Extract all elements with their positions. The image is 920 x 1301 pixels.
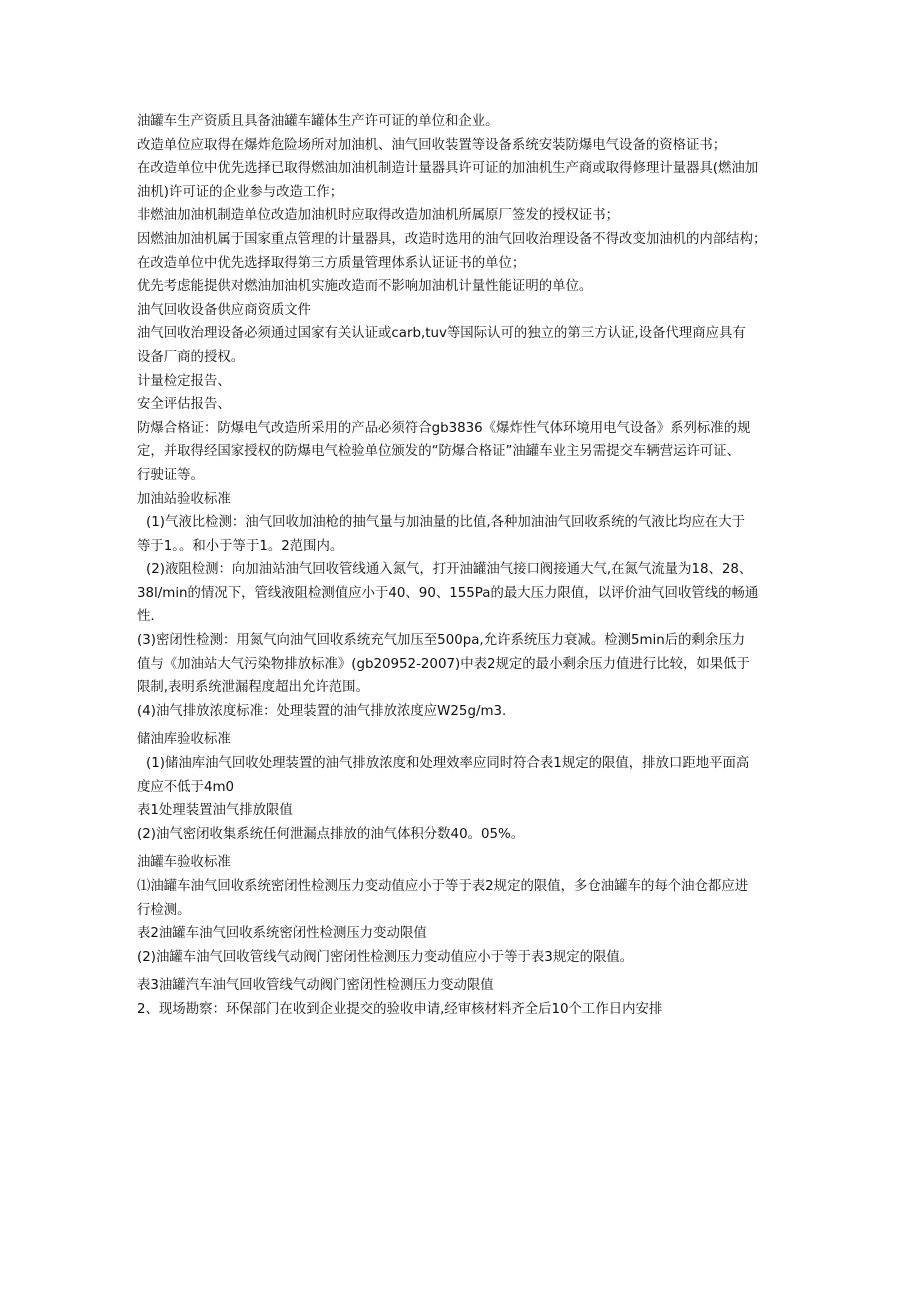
text-line: 计量检定报告、	[137, 373, 231, 389]
text-line: 值与《加油站大气污染物排放标准》(gb20952-2007)中表2规定的最小剩余压力值进行比较，如果低于	[137, 656, 750, 672]
text-line: 38l/min的情况下，管线液阻检测值应小于40、90、155Pa的最大压力限值，以评价油气回收管线的畅通	[137, 585, 759, 601]
text-line: 改造单位应取得在爆炸危险场所对加油机、油气回收装置等设备系统安装防爆电气设备的资格证书；	[137, 137, 727, 153]
text-line: ⑴油罐车油气回收系统密闭性检测压力变动值应小于等于表2规定的限值，多仓油罐车的每个油仓都应进	[137, 879, 749, 894]
text-line: 行检测。	[137, 902, 191, 918]
text-line: 表3油罐汽车油气回收管线气动阀门密闭性检测压力变动限值	[137, 978, 494, 994]
text-line: (4)油气排放浓度标准：处理装置的油气排放浓度应W25g/m3.	[137, 703, 507, 719]
text-line: 防爆合格证：防爆电气改造所采用的产品必须符合gb3836《爆炸性气体环境用电气设备》系列标准的规	[137, 420, 751, 436]
text-line: 在改造单位中优先选择取得第三方质量管理体系认证证书的单位；	[137, 255, 526, 271]
text-line: 油罐车验收标准	[137, 855, 231, 871]
text-line: 非燃油加油机制造单位改造加油机时应取得改造加油机所属原厂签发的授权证书；	[137, 208, 620, 224]
text-line: 在改造单位中优先选择已取得燃油加油机制造计量器具许可证的加油机生产商或取得修理计量器具(燃油加	[137, 161, 759, 177]
text-line: (2)油罐车油气回收管线气动阀门密闭性检测压力变动值应小于等于表3规定的限值。	[137, 949, 634, 965]
text-line: 行驶证等。	[137, 467, 204, 483]
text-line: 表1处理装置油气排放限值	[137, 803, 293, 819]
text-line: 表2油罐车油气回收系统密闭性检测压力变动限值	[137, 926, 427, 942]
text-line: 限制,表明系统泄漏程度超出允许范围。	[137, 680, 369, 696]
text-line: 度应不低于4m0	[137, 779, 235, 795]
text-line: 因燃油加油机属于国家重点管理的计量器具，改造时选用的油气回收治理设备不得改变加油机的内部结构；	[137, 231, 767, 247]
text-line: 油罐车生产资质且具备油罐车罐体生产许可证的单位和企业。	[137, 114, 499, 129]
text-line: (2)液阻检测：向加油站油气回收管线通入氮气，打开油罐油气接口阀接通大气,在氮气流量为18、28、	[146, 562, 753, 578]
document-body	[137, 110, 797, 1022]
text-line: 储油库验收标准	[137, 732, 231, 748]
text-line: 定，并取得经国家授权的防爆电气检验单位颁发的“防爆合格证”油罐车业主另需提交车辆营运许可证、	[137, 444, 741, 460]
text-line: 加油站验收标准	[137, 491, 231, 507]
text-line: 油气回收设备供应商资质文件	[137, 302, 312, 318]
text-line: 优先考虑能提供对燃油加油机实施改造而不影响加油机计量性能证明的单位。	[137, 279, 593, 295]
text-line: (2)油气密闭收集系统任何泄漏点排放的油气体积分数40。05%。	[137, 826, 525, 842]
text-line: (3)密闭性检测：用氮气向油气回收系统充气加压至500pa,允许系统压力衰减。检测5min后的剩余压力	[137, 633, 746, 649]
text-line: 设备厂商的授权。	[137, 349, 245, 365]
text-line: (1)气液比检测：油气回收加油枪的抽气量与加油量的比值,各种加油油气回收系统的气液比均应在大于	[146, 515, 746, 531]
text-line: 油气回收治理设备必须通过国家有关认证或carb,tuv等国际认可的独立的第三方认证,设备代理商应具有	[137, 326, 746, 342]
text-line: (1)储油库油气回收处理装置的油气排放浓度和处理效率应同时符合表1规定的限值，排放口距地平面高	[146, 756, 750, 772]
text-line: 性.	[137, 609, 155, 625]
text-line: 等于1。。和小于等于1。2范围内。	[137, 538, 344, 554]
text-line: 2、现场勘察：环保部门在收到企业提交的验收申请,经审核材料齐全后10个工作日内安排	[137, 1001, 663, 1017]
text-line: 油机)许可证的企业参与改造工作；	[137, 184, 344, 200]
text-line: 安全评估报告、	[137, 397, 231, 413]
